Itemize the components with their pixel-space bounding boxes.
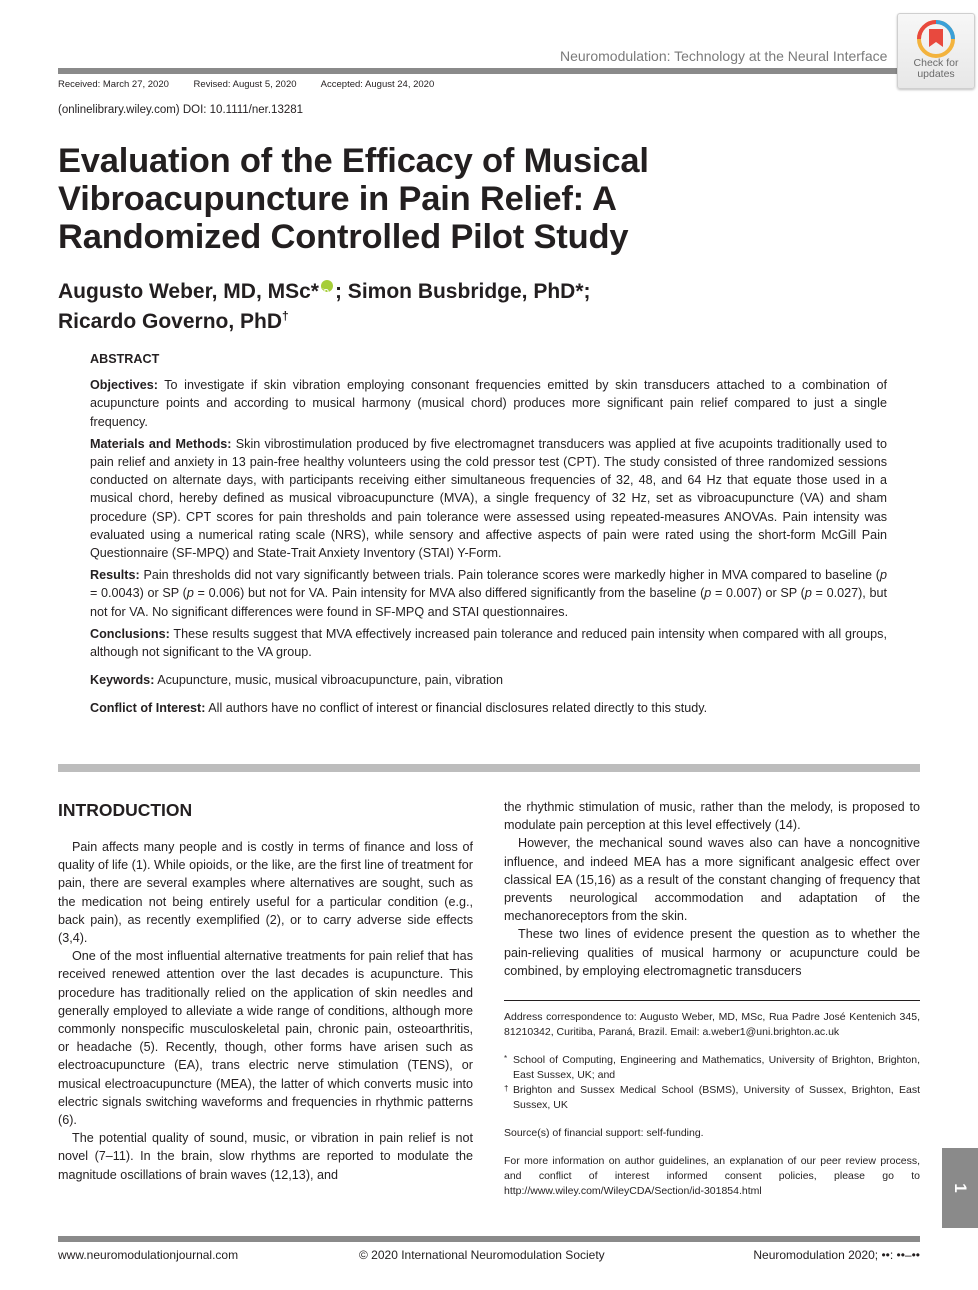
article-dates [58, 79, 456, 90]
copyright: © 2020 International Neuromodulation Society [359, 1248, 605, 1262]
abstract-methods: Materials and Methods: Skin vibrostimulation produced by five electromagnet transducers was applied at five acupoints traditionally used to pain relief and anxiety in 13 pain-free healthy volunteers using the cold pressor test (CPT). The study consisted of three randomized sessions conducted on alternate days, with participants receiving either simultaneous frequencies of 32, 48, and 64 Hz that equate those used in a musical chord, hereby defined as musical vibroacupuncture (MVA), a single frequency of 32 Hz, set as vibroacupuncture (VA) and sham procedure (SP). CPT scores for pain thresholds and pain tolerance were assessed using repeated-measures ANOVAs. Pain intensity was evaluated using a numerical rating scale (NRS), while sensory and affective aspects of pain were rated using the short-form McGill Pain Questionnaire (SF-MPQ) and State-Trait Anxiety Inventory (STAI) Y-Form. [90, 436, 887, 561]
check-for-updates-badge[interactable] [897, 13, 975, 89]
affiliation-1: * School of Computing, Engineering and Mathematics, University of Brighton, Brighton, East Sussex, UK; and [504, 1054, 920, 1081]
accepted-date: Accepted: August 24, 2020 [320, 79, 435, 90]
page-number-tab [942, 1148, 978, 1228]
doi-line[interactable]: (onlinelibrary.wiley.com) DOI: 10.1111/ner.13281 [58, 104, 304, 116]
conflict-of-interest: Conflict of Interest: All authors have no conflict of interest or financial disclosures related directly to this study. [90, 701, 708, 716]
abstract [90, 350, 887, 722]
author-1[interactable]: Augusto Weber, MD, MSc* [58, 280, 319, 303]
badge-label: Check for updates [913, 57, 959, 80]
author-3[interactable]: Ricardo Governo, PhD [58, 310, 283, 333]
header-rule [58, 68, 920, 74]
keywords: Keywords: Acupuncture, music, musical vibroacupuncture, pain, vibration [90, 673, 504, 688]
author-guidelines[interactable]: For more information on author guidelines, an explanation of our peer review process, and conflict of interest informed consent policies, please go to http://www.wiley.com/WileyCDA/Section/id-301854.html [504, 1155, 920, 1197]
left-column [58, 838, 473, 1184]
paragraph: However, the mechanical sound waves also can have a noncognitive influence, and indeed MEA has a more significant analgesic effect over classical EA (15,16) as a result of the constant changing of frequency that prevents neurological accommodation and adaptation of the mechanoreceptors from the skin. [504, 836, 920, 924]
revised-date: Revised: August 5, 2020 [193, 79, 297, 90]
right-column [504, 798, 920, 980]
footnotes [504, 1010, 920, 1212]
abstract-heading: ABSTRACT [90, 352, 160, 366]
crossmark-icon [917, 20, 955, 58]
author-list [58, 280, 758, 334]
paragraph: These two lines of evidence present the question as to whether the pain-relieving qualities of musical harmony or acupuncture could be combined, by employing electromagnetic transducers [504, 927, 920, 978]
introduction-heading: INTRODUCTION [58, 800, 193, 820]
abstract-conclusions: Conclusions: These results suggest that MVA effectively increased pain tolerance and reduced pain intensity when compared with all groups, although not significant to the VA group. [90, 626, 887, 660]
citation-info: Neuromodulation 2020; ••: ••–•• [753, 1248, 920, 1262]
journal-website[interactable]: www.neuromodulationjournal.com [58, 1248, 239, 1262]
journal-name: Neuromodulation: Technology at the Neural Interface [560, 48, 888, 64]
affiliations [504, 1053, 920, 1113]
abstract-objectives: Objectives: To investigate if skin vibration employing consonant frequencies emitted by skin transducers attached to a combination of acupuncture points and according to musical harmony (musical chord) produces more significant pain relief compared to just a single frequency. [90, 378, 887, 429]
paragraph: The potential quality of sound, music, or vibration in pain relief is not novel (7–11). In the brain, slow rhythms are reported to modulate the magnitude oscillations of brain waves (12,13), and [58, 1131, 473, 1182]
abstract-divider [58, 764, 920, 772]
footer-rule [58, 1236, 920, 1242]
paragraph: One of the most influential alternative treatments for pain relief that has received renewed attention over the last decades is acupuncture. This procedure has traditionally relied on the application of skin needles and generally employed to alleviate a wide range of conditions, although more commonly nonspecific musculoskeletal pain, chronic pain, osteoarthritis, or headache (5). Recently, though, other forms have arisen such as electroacupuncture (EA), trans electric nerve stimulation (TENS), or musical electroacupuncture (MEA), the latter of which converts music into electric signals switching waveforms and frequencies in rhythmic patterns (6). [58, 949, 473, 1128]
page-number: 1 [951, 1183, 970, 1193]
paragraph: the rhythmic stimulation of music, rather than the melody, is proposed to modulate pain perception at this level effectively (14). [504, 800, 920, 833]
affiliation-mark: † [282, 309, 289, 323]
affiliation-2: † Brighton and Sussex Medical School (BSMS), University of Sussex, Brighton, East Sussex, UK [504, 1084, 920, 1111]
author-2[interactable]: ; Simon Busbridge, PhD*; [334, 280, 591, 303]
article-title: Evaluation of the Efficacy of Musical Vibroacupuncture in Pain Relief: A Randomized Controlled Pilot Study [58, 142, 649, 256]
correspondence-address: Address correspondence to: Augusto Weber, MD, MSc, Rua Padre José Kentenich 345, 81210342, Curitiba, Paraná, Brazil. Email: a.weber1@uni.brighton.ac.uk [504, 1011, 920, 1038]
financial-support: Source(s) of financial support: self-funding. [504, 1127, 704, 1139]
orcid-icon[interactable] [321, 280, 333, 292]
paragraph: Pain affects many people and is costly in terms of finance and loss of quality of life (1). While opioids, or the like, are the first line of treatment for pain, there are several examples where alternatives are sought, such as the medication not being entirely useful for a particular condition (e.g., back pain), as recently exemplified (2), or to carry adverse side effects (3,4). [58, 840, 473, 946]
footnote-rule [504, 1000, 920, 1001]
received-date: Received: March 27, 2020 [58, 79, 169, 90]
abstract-results: Results: Pain thresholds did not vary significantly between trials. Pain tolerance scores were markedly higher in MVA compared to baseline (p = 0.0043) or SP (p = 0.006) but not for VA. Pain intensity for MVA also differed significantly from the baseline (p = 0.007) or SP (p = 0.027), but not for VA. No significant differences were found in SF-MPQ and STAI questionnaires. [90, 568, 887, 619]
